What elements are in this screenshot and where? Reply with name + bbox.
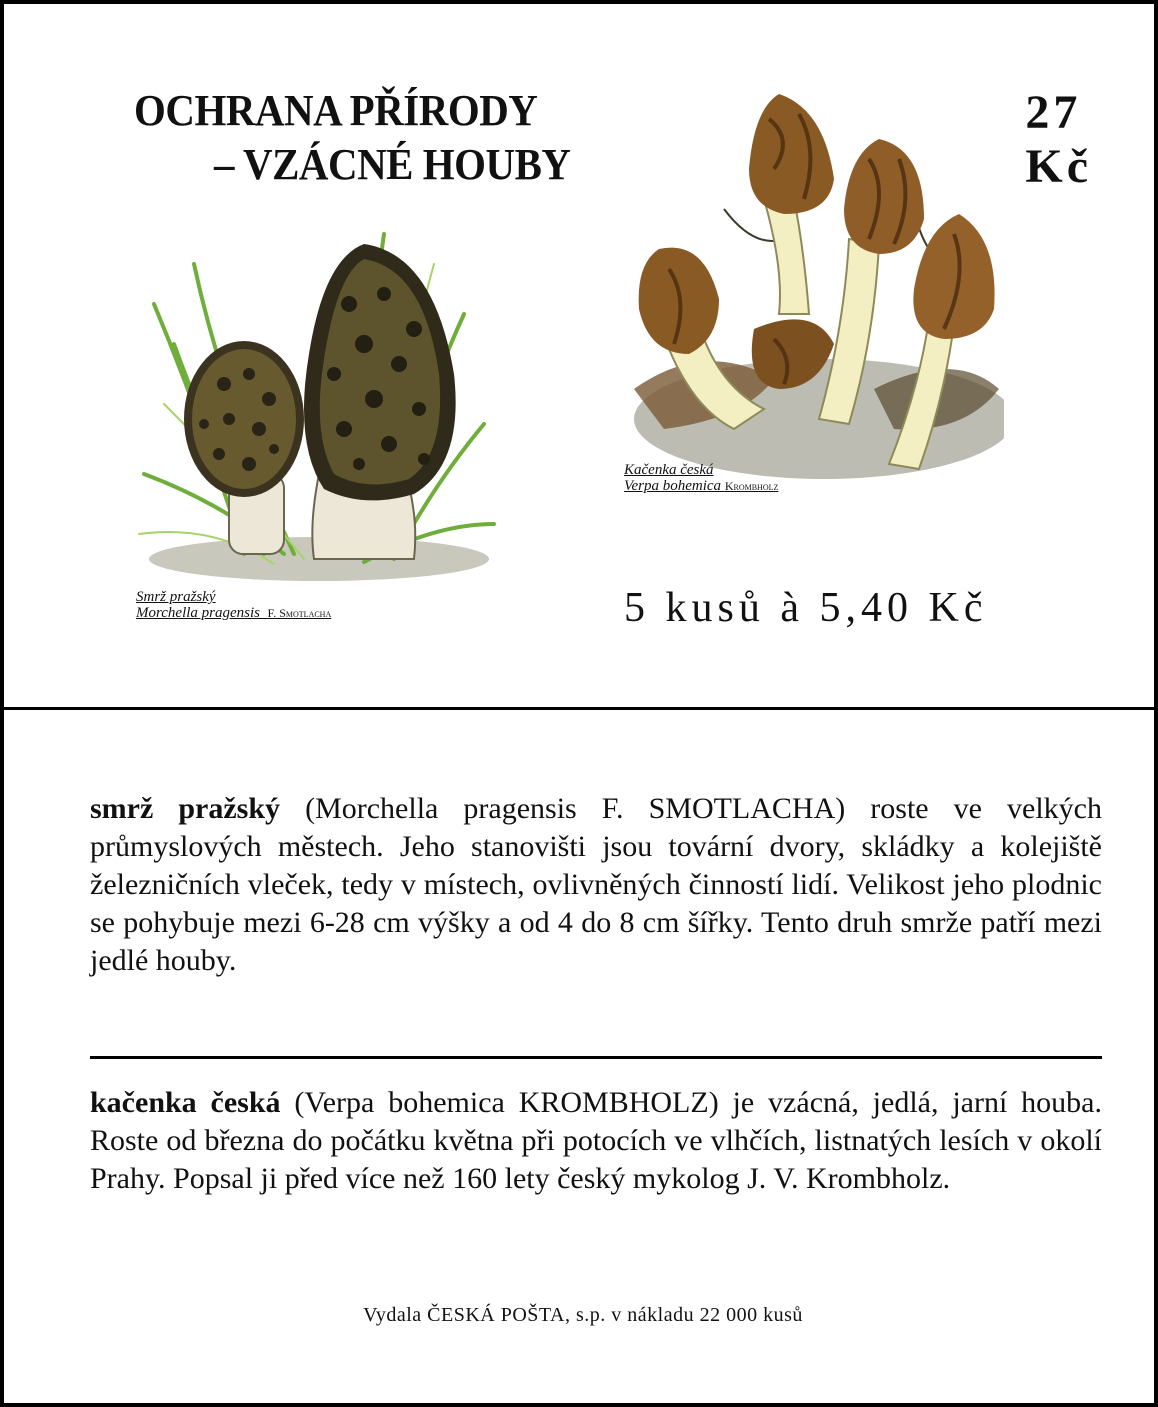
left-caption-latin: Morchella pragensis [136,605,261,621]
morel-text: (Morchella pragensis F. SMOTLACHA) roste ve velkých průmyslových městech. Jeho stanovišti jsou tovární dvory, skládky a kolejiště železničních vleček, tedy v místech, ovlivněných činností lidí. Velikost jeho plodnic se pohybuje mezi 6-28 cm výšky a od 4 do 8 cm šířky. Tento druh smrže patří mezi jedlé houby. [90,792,1102,977]
section-divider [90,1056,1102,1059]
value-amount: 27 [1025,86,1082,139]
description-morel [90,790,1102,980]
price-note: 5 kusů à 5,40 Kč [624,585,988,631]
verpa-illustration [624,89,1004,489]
verpa-text: (Verpa bohemica KROMBHOLZ) je vzácná, jedlá, jarní houba. Roste od března do počátku května při potocích ve vlhčích, listnatých lesích v okolí Prahy. Popsal ji před více než 160 lety český mykolog J. V. Krombholz. [90,1086,1102,1195]
description-verpa [90,1084,1102,1198]
left-illustration-caption [136,589,331,621]
left-caption-author: F. Smotlacha [267,606,332,620]
title-line-2: – VZÁCNÉ HOUBY [213,140,571,189]
morel-illustration [134,224,504,594]
booklet-cover [4,4,1154,706]
imprint: Vydala ČESKÁ POŠTA, s.p. v nákladu 22 000 kusů [363,1304,803,1326]
fold-line [4,707,1158,710]
right-caption-author: Krombholz [724,479,779,493]
morel-name: smrž pražský [90,792,281,825]
title-line-1: OCHRANA PŘÍRODY [134,86,538,135]
value-currency: Kč [1025,140,1092,193]
right-caption-common: Kačenka česká [624,462,714,478]
left-caption-common: Smrž pražský [136,589,216,605]
booklet-title [134,84,571,192]
verpa-name: kačenka česká [90,1086,281,1119]
right-illustration-caption [624,462,778,494]
face-value [1025,86,1092,194]
right-caption-latin: Verpa bohemica [624,478,722,494]
